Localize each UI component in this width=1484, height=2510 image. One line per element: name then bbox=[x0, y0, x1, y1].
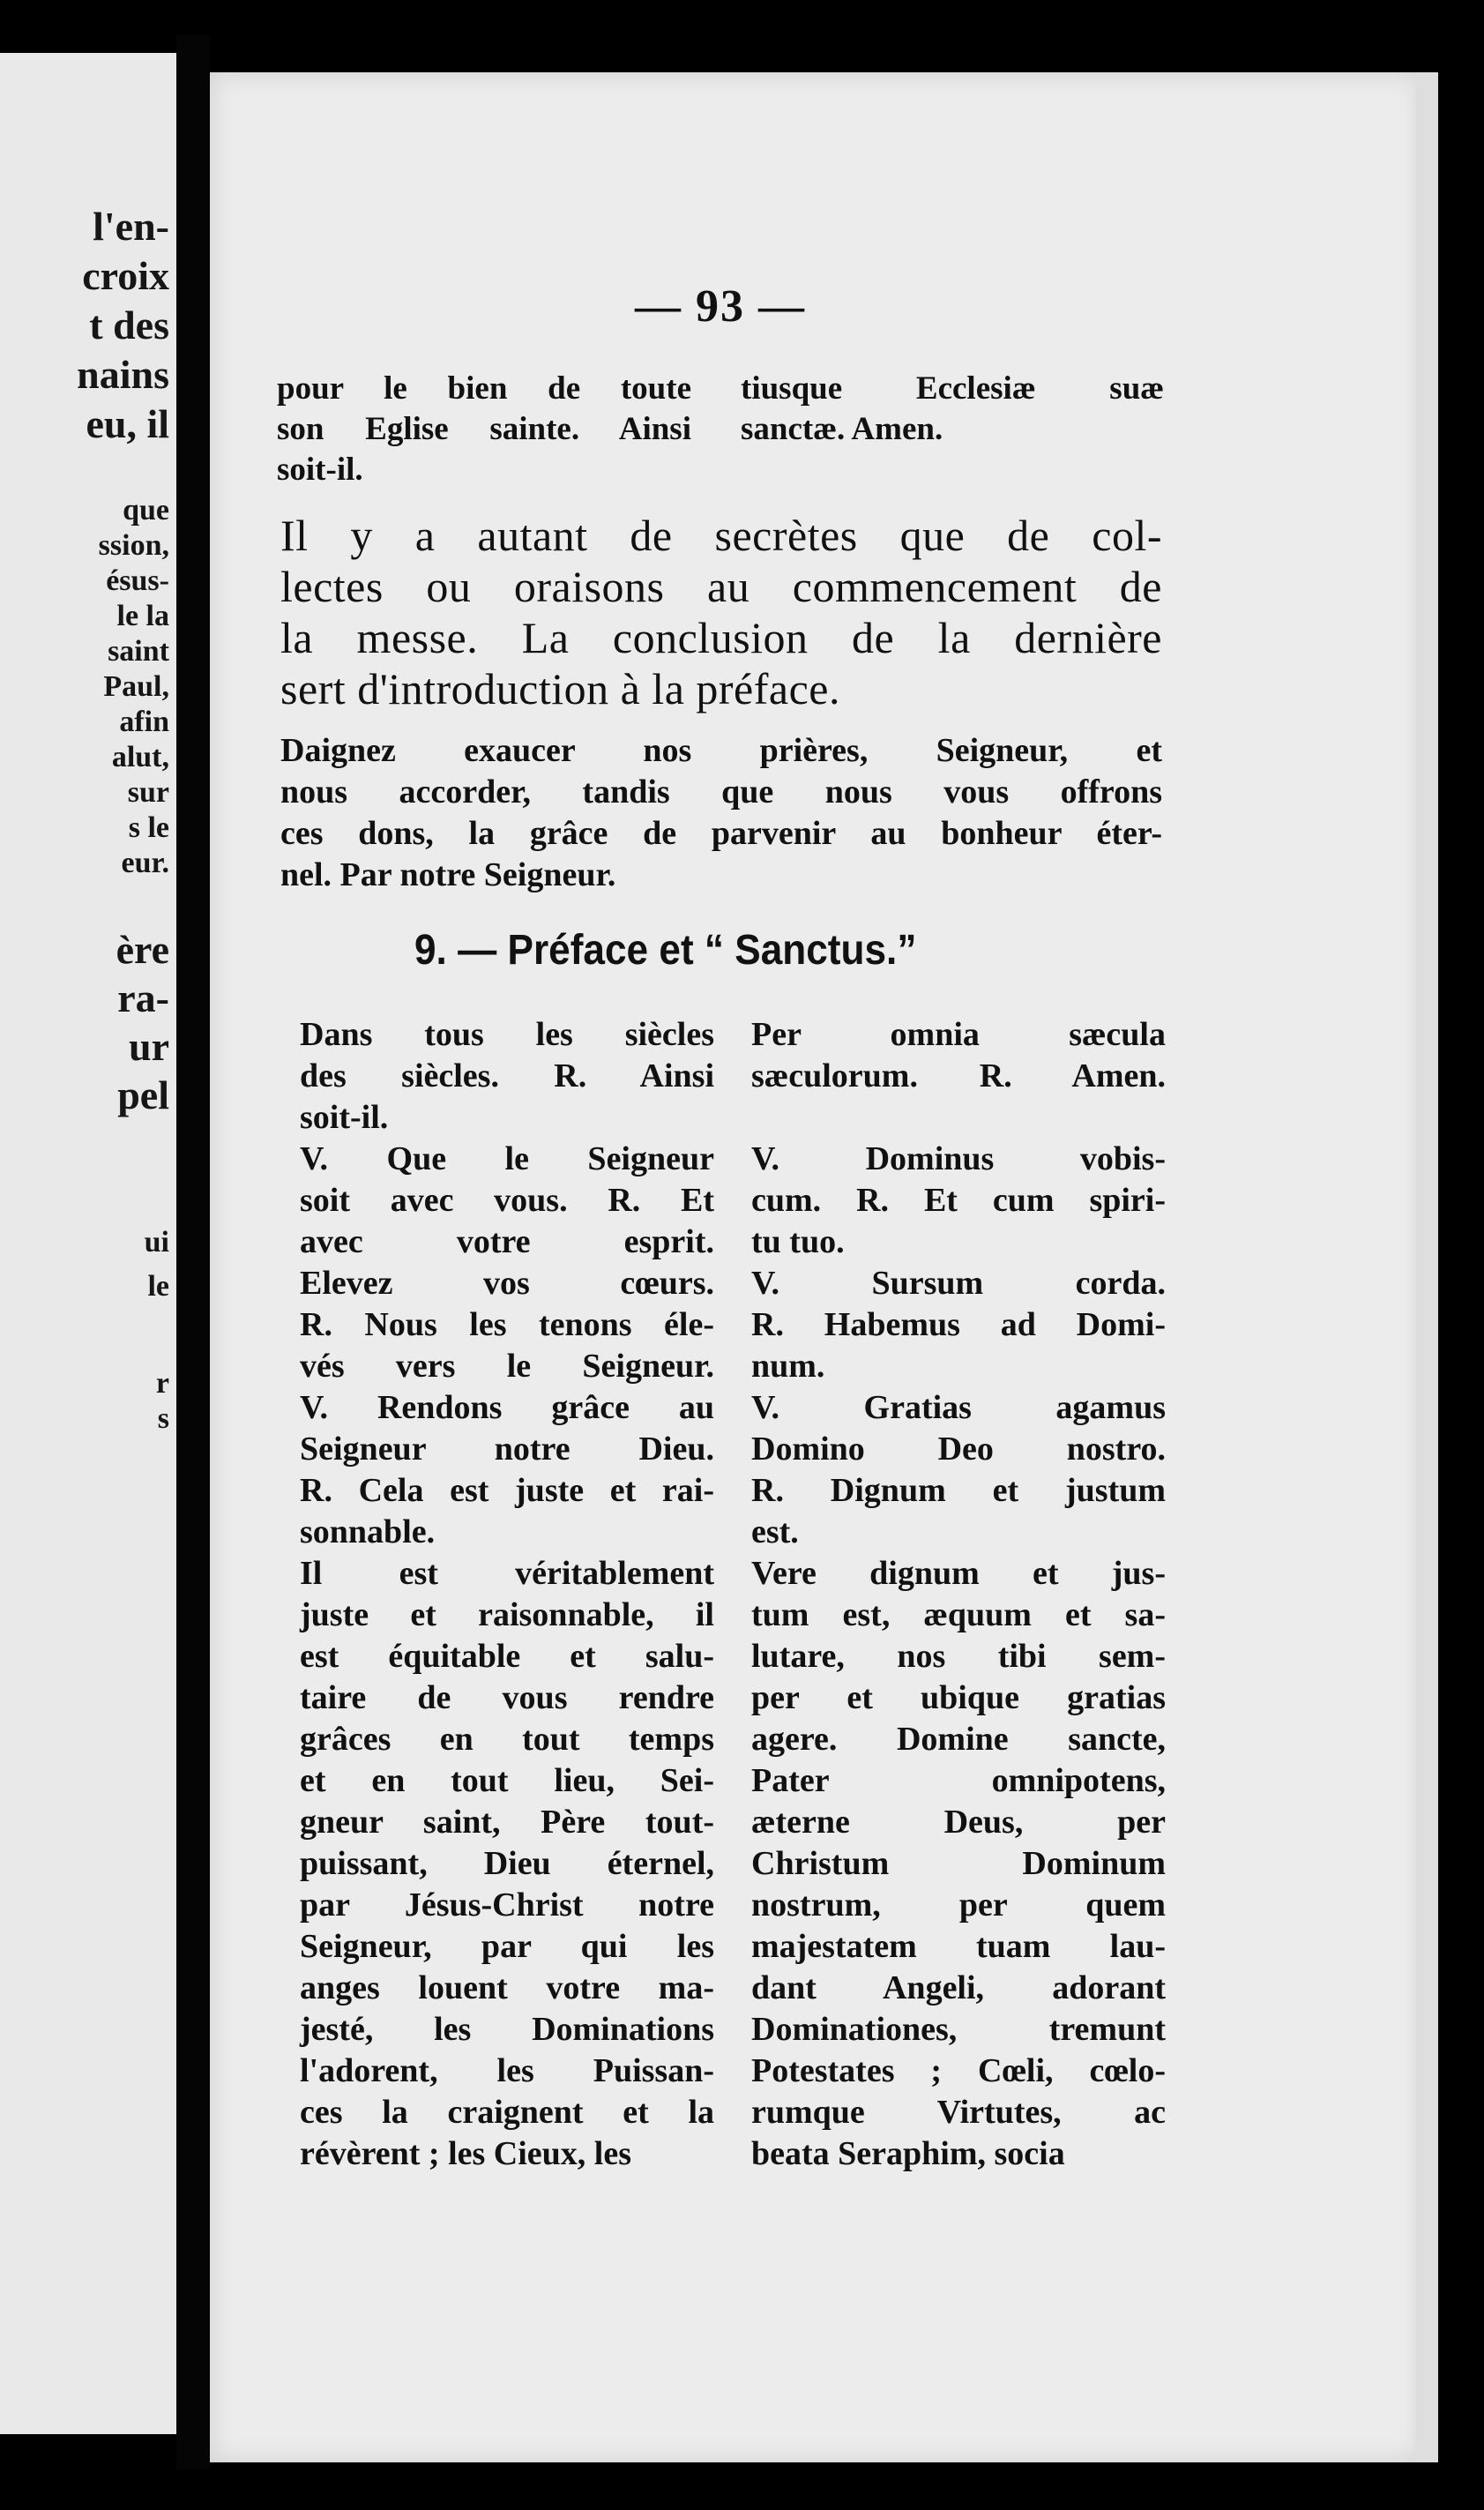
text-line: Vere dignum et jus- bbox=[751, 1555, 1166, 1592]
text-line: V. Dominus vobis- bbox=[751, 1140, 1166, 1177]
left-page-fragment: eu, il bbox=[86, 401, 169, 446]
text-line: Potestates ; Cœli, cœlo- bbox=[751, 2052, 1166, 2089]
text-line: V. Sursum corda. bbox=[751, 1265, 1166, 1302]
text-line: R. Dignum et justum bbox=[751, 1472, 1166, 1509]
text-line: Il y a autant de secrètes que de col- bbox=[280, 511, 1162, 560]
text-line: sonnable. bbox=[300, 1513, 436, 1550]
french-column bbox=[300, 1014, 714, 2175]
text-line: avec votre esprit. bbox=[300, 1223, 714, 1260]
text-line: R. Nous les tenons éle- bbox=[300, 1306, 714, 1343]
left-page-fragment: l'en- bbox=[93, 204, 169, 249]
text-line: R. Habemus ad Domi- bbox=[751, 1306, 1166, 1343]
text-line: sert d'introduction à la préface. bbox=[280, 664, 840, 713]
text-line: puissant, Dieu éternel, bbox=[300, 1845, 714, 1882]
text-line: soit avec vous. R. Et bbox=[300, 1182, 714, 1219]
text-line: per et ubique gratias bbox=[751, 1679, 1166, 1716]
text-line: æterne Deus, per bbox=[751, 1804, 1166, 1841]
left-page-fragment: afin bbox=[119, 706, 169, 738]
text-line: des siècles. R. Ainsi bbox=[300, 1057, 714, 1094]
prayer-paragraph bbox=[280, 730, 1162, 896]
text-line: Domino Deo nostro. bbox=[751, 1431, 1166, 1468]
text-line: cum. R. Et cum spiri- bbox=[751, 1182, 1166, 1219]
left-page-fragment: le bbox=[147, 1270, 169, 1303]
text-line: Christum Dominum bbox=[751, 1845, 1166, 1882]
text-line: gneur saint, Père tout- bbox=[300, 1804, 714, 1841]
text-line: rumque Virtutes, ac bbox=[751, 2094, 1166, 2131]
text-line: Seigneur, par qui les bbox=[300, 1928, 714, 1965]
text-line: Il est véritablement bbox=[300, 1555, 714, 1592]
page-edge bbox=[1415, 72, 1438, 2462]
text-line: Dominationes, tremunt bbox=[751, 2011, 1166, 2048]
text-line: juste et raisonnable, il bbox=[300, 1596, 714, 1633]
text-line: Per omnia sæcula bbox=[751, 1016, 1166, 1053]
text-line: lutare, nos tibi sem- bbox=[751, 1638, 1166, 1675]
text-line: tu tuo. bbox=[751, 1223, 845, 1260]
text-line: est équitable et salu- bbox=[300, 1638, 714, 1675]
text-line: vés vers le Seigneur. bbox=[300, 1348, 714, 1385]
text-line: V. Que le Seigneur bbox=[300, 1140, 714, 1177]
text-line: sanctæ. Amen. bbox=[741, 411, 943, 447]
text-line: son Eglise sainte. Ainsi bbox=[277, 411, 691, 447]
latin-column bbox=[751, 1014, 1166, 2175]
left-page-fragment: eur. bbox=[121, 847, 169, 879]
text-line: et en tout lieu, Sei- bbox=[300, 1762, 714, 1799]
text-line: Elevez vos cœurs. bbox=[300, 1265, 714, 1302]
left-page-fragment: r bbox=[155, 1367, 169, 1400]
text-line: soit-il. bbox=[277, 452, 363, 488]
left-page-fragment: ssion, bbox=[98, 529, 169, 562]
text-line: dant Angeli, adorant bbox=[751, 1969, 1166, 2006]
text-line: nostrum, per quem bbox=[751, 1886, 1166, 1924]
text-line: Pater omnipotens, bbox=[751, 1762, 1166, 1799]
text-line: tiusque Ecclesiæ suæ bbox=[741, 370, 1164, 407]
left-page-fragment: ur bbox=[129, 1024, 169, 1069]
left-page-fragment: croix bbox=[82, 253, 169, 298]
text-line: majestatem tuam lau- bbox=[751, 1928, 1166, 1965]
text-line: la messe. La conclusion de la dernière bbox=[280, 613, 1162, 662]
text-line: sæculorum. R. Amen. bbox=[751, 1057, 1166, 1094]
text-line: Daignez exaucer nos prières, Seigneur, et bbox=[280, 732, 1162, 769]
text-line: révèrent ; les Cieux, les bbox=[300, 2135, 632, 2172]
left-page-fragment: ésus- bbox=[106, 564, 169, 597]
text-line: num. bbox=[751, 1348, 825, 1385]
text-line: ces la craignent et la bbox=[300, 2094, 714, 2131]
text-line: Dans tous les siècles bbox=[300, 1016, 714, 1053]
left-page-fragment: s le bbox=[128, 811, 169, 844]
left-page-fragment: ra- bbox=[117, 975, 169, 1020]
text-line: tum est, æquum et sa- bbox=[751, 1596, 1166, 1633]
top-right-text bbox=[741, 369, 1164, 450]
left-page-fragment: sur bbox=[127, 776, 169, 809]
text-line: jesté, les Dominations bbox=[300, 2011, 714, 2048]
text-line bbox=[751, 1097, 1166, 1139]
top-left-text bbox=[277, 369, 691, 490]
left-page-fragment: ère bbox=[116, 927, 169, 972]
text-line: est. bbox=[751, 1513, 799, 1550]
text-line: taire de vous rendre bbox=[300, 1679, 714, 1716]
text-line: soit-il. bbox=[300, 1099, 389, 1136]
text-line: agere. Domine sancte, bbox=[751, 1721, 1166, 1758]
text-line: ces dons, la grâce de parvenir au bonheur éter- bbox=[280, 815, 1162, 852]
left-page-fragment: pel bbox=[117, 1072, 169, 1117]
text-line: nel. Par notre Seigneur. bbox=[280, 856, 616, 893]
text-line: Seigneur notre Dieu. bbox=[300, 1431, 714, 1468]
left-page-fragment: ui bbox=[144, 1226, 169, 1259]
text-line: beata Seraphim, socia bbox=[751, 2135, 1065, 2172]
text-line: lectes ou oraisons au commencement de bbox=[280, 562, 1162, 611]
left-page-fragment: le la bbox=[116, 600, 169, 632]
left-page-fragment: alut, bbox=[111, 741, 169, 773]
text-line: grâces en tout temps bbox=[300, 1721, 714, 1758]
intro-paragraph bbox=[280, 510, 1162, 714]
left-page-fragment: t des bbox=[89, 303, 169, 347]
text-line: pour le bien de toute bbox=[277, 370, 691, 407]
text-line: nous accorder, tandis que nous vous offrons bbox=[280, 773, 1162, 811]
text-line: R. Cela est juste et rai- bbox=[300, 1472, 714, 1509]
left-page-fragment: s bbox=[157, 1402, 169, 1435]
text-line: l'adorent, les Puissan- bbox=[300, 2052, 714, 2089]
left-page-fragment: nains bbox=[77, 352, 169, 397]
section-heading: 9. — Préface et “ Sanctus.” bbox=[414, 927, 917, 974]
left-page-fragment: que bbox=[123, 494, 169, 527]
book-spine bbox=[176, 35, 210, 2469]
left-page-fragment: saint bbox=[108, 635, 169, 668]
text-line: par Jésus-Christ notre bbox=[300, 1886, 714, 1924]
text-line: anges louent votre ma- bbox=[300, 1969, 714, 2006]
text-line: V. Gratias agamus bbox=[751, 1389, 1166, 1426]
left-page-margin bbox=[0, 53, 176, 2434]
text-line: V. Rendons grâce au bbox=[300, 1389, 714, 1426]
page-number: — 93 — bbox=[635, 281, 806, 332]
left-page-fragment: Paul, bbox=[103, 670, 169, 703]
